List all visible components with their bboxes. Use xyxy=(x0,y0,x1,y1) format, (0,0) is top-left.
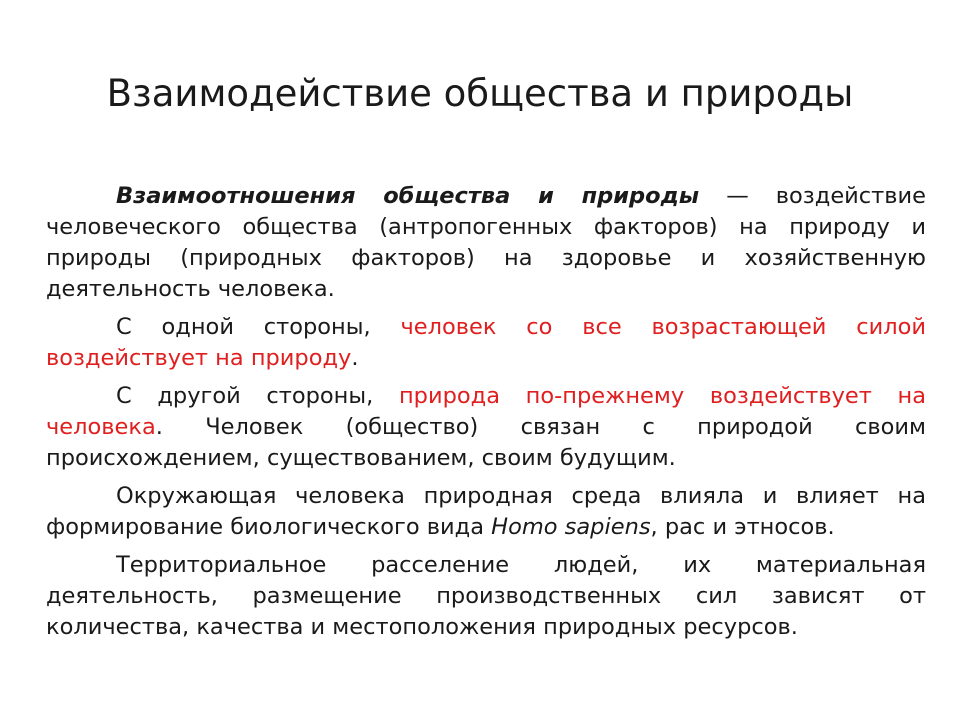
highlighted-statement: человек со все возрастающей силой воздействует на природу xyxy=(46,314,926,371)
paragraph-resources xyxy=(46,550,926,643)
species-name: Homo sapiens xyxy=(491,514,651,540)
definition-text: — воздействие человеческого общества (антропогенных факторов) на природу и природы (природных факторов) на здоровье и хозяйственную деятельность человека. xyxy=(46,183,926,302)
paragraph-lead: С одной стороны, xyxy=(116,314,401,340)
paragraph-tail: , рас и этносов. xyxy=(650,514,835,540)
paragraph-lead: С другой стороны, xyxy=(116,383,399,409)
paragraph-environment-influence xyxy=(46,481,926,543)
highlighted-statement: природа по-прежнему воздействует на человека xyxy=(46,383,926,440)
paragraph-nature-impact xyxy=(46,381,926,474)
slide-title: Взаимодействие общества и природы xyxy=(106,72,854,115)
paragraph-text: Территориальное расселение людей, их материальная деятельность, размещение производственных сил зависят от количества, качества и местоположения природных ресурсов. xyxy=(46,552,926,640)
paragraph-tail: . xyxy=(351,345,359,371)
paragraph-human-impact xyxy=(46,312,926,374)
defined-term: Взаимоотношения общества и природы xyxy=(116,183,700,209)
slide-body xyxy=(46,181,926,650)
paragraph-tail: . Человек (общество) связан с природой своим происхождением, существованием, своим будущим. xyxy=(46,414,926,471)
paragraph-lead: Окружающая человека природная среда влияла и влияет на формирование биологического вида xyxy=(46,483,926,540)
definition-paragraph xyxy=(46,181,926,305)
